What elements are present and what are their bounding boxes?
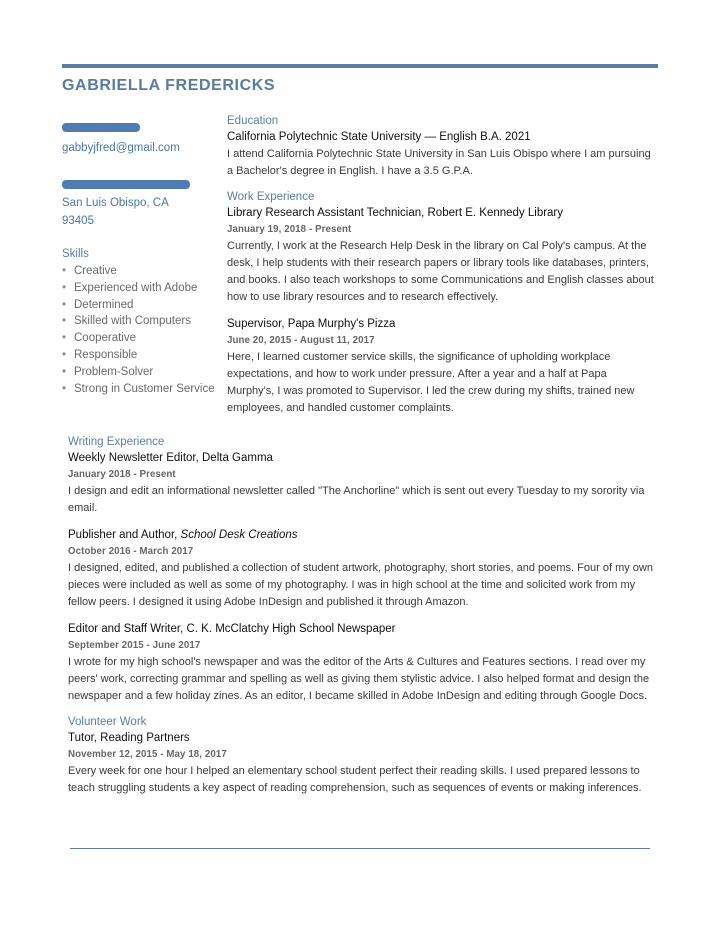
work-date: June 20, 2015 - August 11, 2017 xyxy=(227,335,375,346)
skill-item: • Cooperative xyxy=(62,330,217,347)
volunteer-body: Every week for one hour I helped an elementary school student perfect their reading skills. I used prepared lessons to teach struggling students a key aspect of reading comprehension, such as sequences of events or making inferences. xyxy=(68,765,642,794)
writing-body: I wrote for my high school's newspaper and was the editor of the Arts & Cultures and Features sections. I read over my peers' work, correcting grammar and spelling as well as giving them stylistic advice. I also helped format and design the newspaper and a few holiday zines. As an editor, I became skilled in Adobe InDesign and editing through Google Docs. xyxy=(68,656,650,702)
lower-section xyxy=(68,434,658,797)
writing-entry xyxy=(68,450,658,517)
writing-body: I design and edit an informational newsletter called "The Anchorline" which is sent out every Tuesday to my sorority via email. xyxy=(68,485,645,514)
education-title: California Polytechnic State University — English B.A. 2021 xyxy=(227,131,531,143)
volunteer-date: November 12, 2015 - May 18, 2017 xyxy=(68,749,227,760)
skill-item: • Strong in Customer Service xyxy=(62,381,217,398)
work-heading: Work Experience xyxy=(227,191,315,203)
writing-title: Weekly Newsletter Editor, Delta Gamma xyxy=(68,452,273,464)
writing-body: I designed, edited, and published a collection of student artwork, photography, short stories, and poems. Four of my own pieces were included as well as some of my photography. I was in high school at the time and solicited work from my fellow peers. I designed it using Adobe InDesign and published it through Amazon. xyxy=(68,562,653,608)
resume-name: GABRIELLA FREDERICKS xyxy=(62,77,276,94)
writing-entry xyxy=(68,621,658,705)
skill-item: • Skilled with Computers xyxy=(62,313,217,330)
redacted-phone xyxy=(62,123,140,132)
work-title: Library Research Assistant Technician, Robert E. Kennedy Library xyxy=(227,207,564,219)
writing-heading: Writing Experience xyxy=(68,436,165,448)
writing-date: September 2015 - June 2017 xyxy=(68,640,201,651)
contact-city: San Luis Obispo, CA xyxy=(62,197,169,209)
skill-item: • Experienced with Adobe xyxy=(62,280,217,297)
sidebar xyxy=(62,120,217,397)
volunteer-entry xyxy=(68,730,658,797)
skills-heading: Skills xyxy=(62,248,89,260)
writing-date: January 2018 - Present xyxy=(68,469,176,480)
skill-item: • Creative xyxy=(62,263,217,280)
main-column xyxy=(227,113,657,417)
education-heading: Education xyxy=(227,115,279,127)
skill-item: • Responsible xyxy=(62,347,217,364)
redacted-street-address xyxy=(62,180,190,189)
work-date: January 19, 2018 - Present xyxy=(227,224,352,235)
header-divider xyxy=(62,64,658,68)
skills-list xyxy=(62,263,217,397)
work-body: Here, I learned customer service skills, the significance of upholding workplace expectations, and how to work under pressure. After a year and a half at Papa Murphy's, I was promoted to Supervisor. I led the crew during my shifts, trained new employees, and handled customer complaints. xyxy=(227,351,635,414)
volunteer-title: Tutor, Reading Partners xyxy=(68,732,190,744)
writing-title-italic: School Desk Creations xyxy=(180,529,298,541)
education-body: I attend California Polytechnic State University in San Luis Obispo where I am pursuing a Bachelor's degree in English. I have a 3.5 G.P.A. xyxy=(227,148,651,177)
work-title: Supervisor, Papa Murphy's Pizza xyxy=(227,318,396,330)
work-entry xyxy=(227,205,657,306)
work-entry xyxy=(227,316,657,417)
volunteer-heading: Volunteer Work xyxy=(68,716,147,728)
footer-divider xyxy=(70,848,650,849)
writing-title-prefix: Publisher and Author, xyxy=(68,529,181,541)
skill-item: • Determined xyxy=(62,297,217,314)
writing-date: October 2016 - March 2017 xyxy=(68,546,194,557)
contact-zip: 93405 xyxy=(62,215,94,227)
writing-title: Editor and Staff Writer, C. K. McClatchy High School Newspaper xyxy=(68,623,396,635)
skill-item: • Problem-Solver xyxy=(62,364,217,381)
writing-title xyxy=(68,527,658,544)
contact-email: gabbyjfred@gmail.com xyxy=(62,142,180,154)
work-body: Currently, I work at the Research Help Desk in the library on Cal Poly's campus. At the desk, I help students with their research papers or library tools like databases, printers, and books. I also teach workshops to some Communications and English classes about how to use library resources and to research effectively. xyxy=(227,240,654,303)
writing-entry xyxy=(68,527,658,611)
